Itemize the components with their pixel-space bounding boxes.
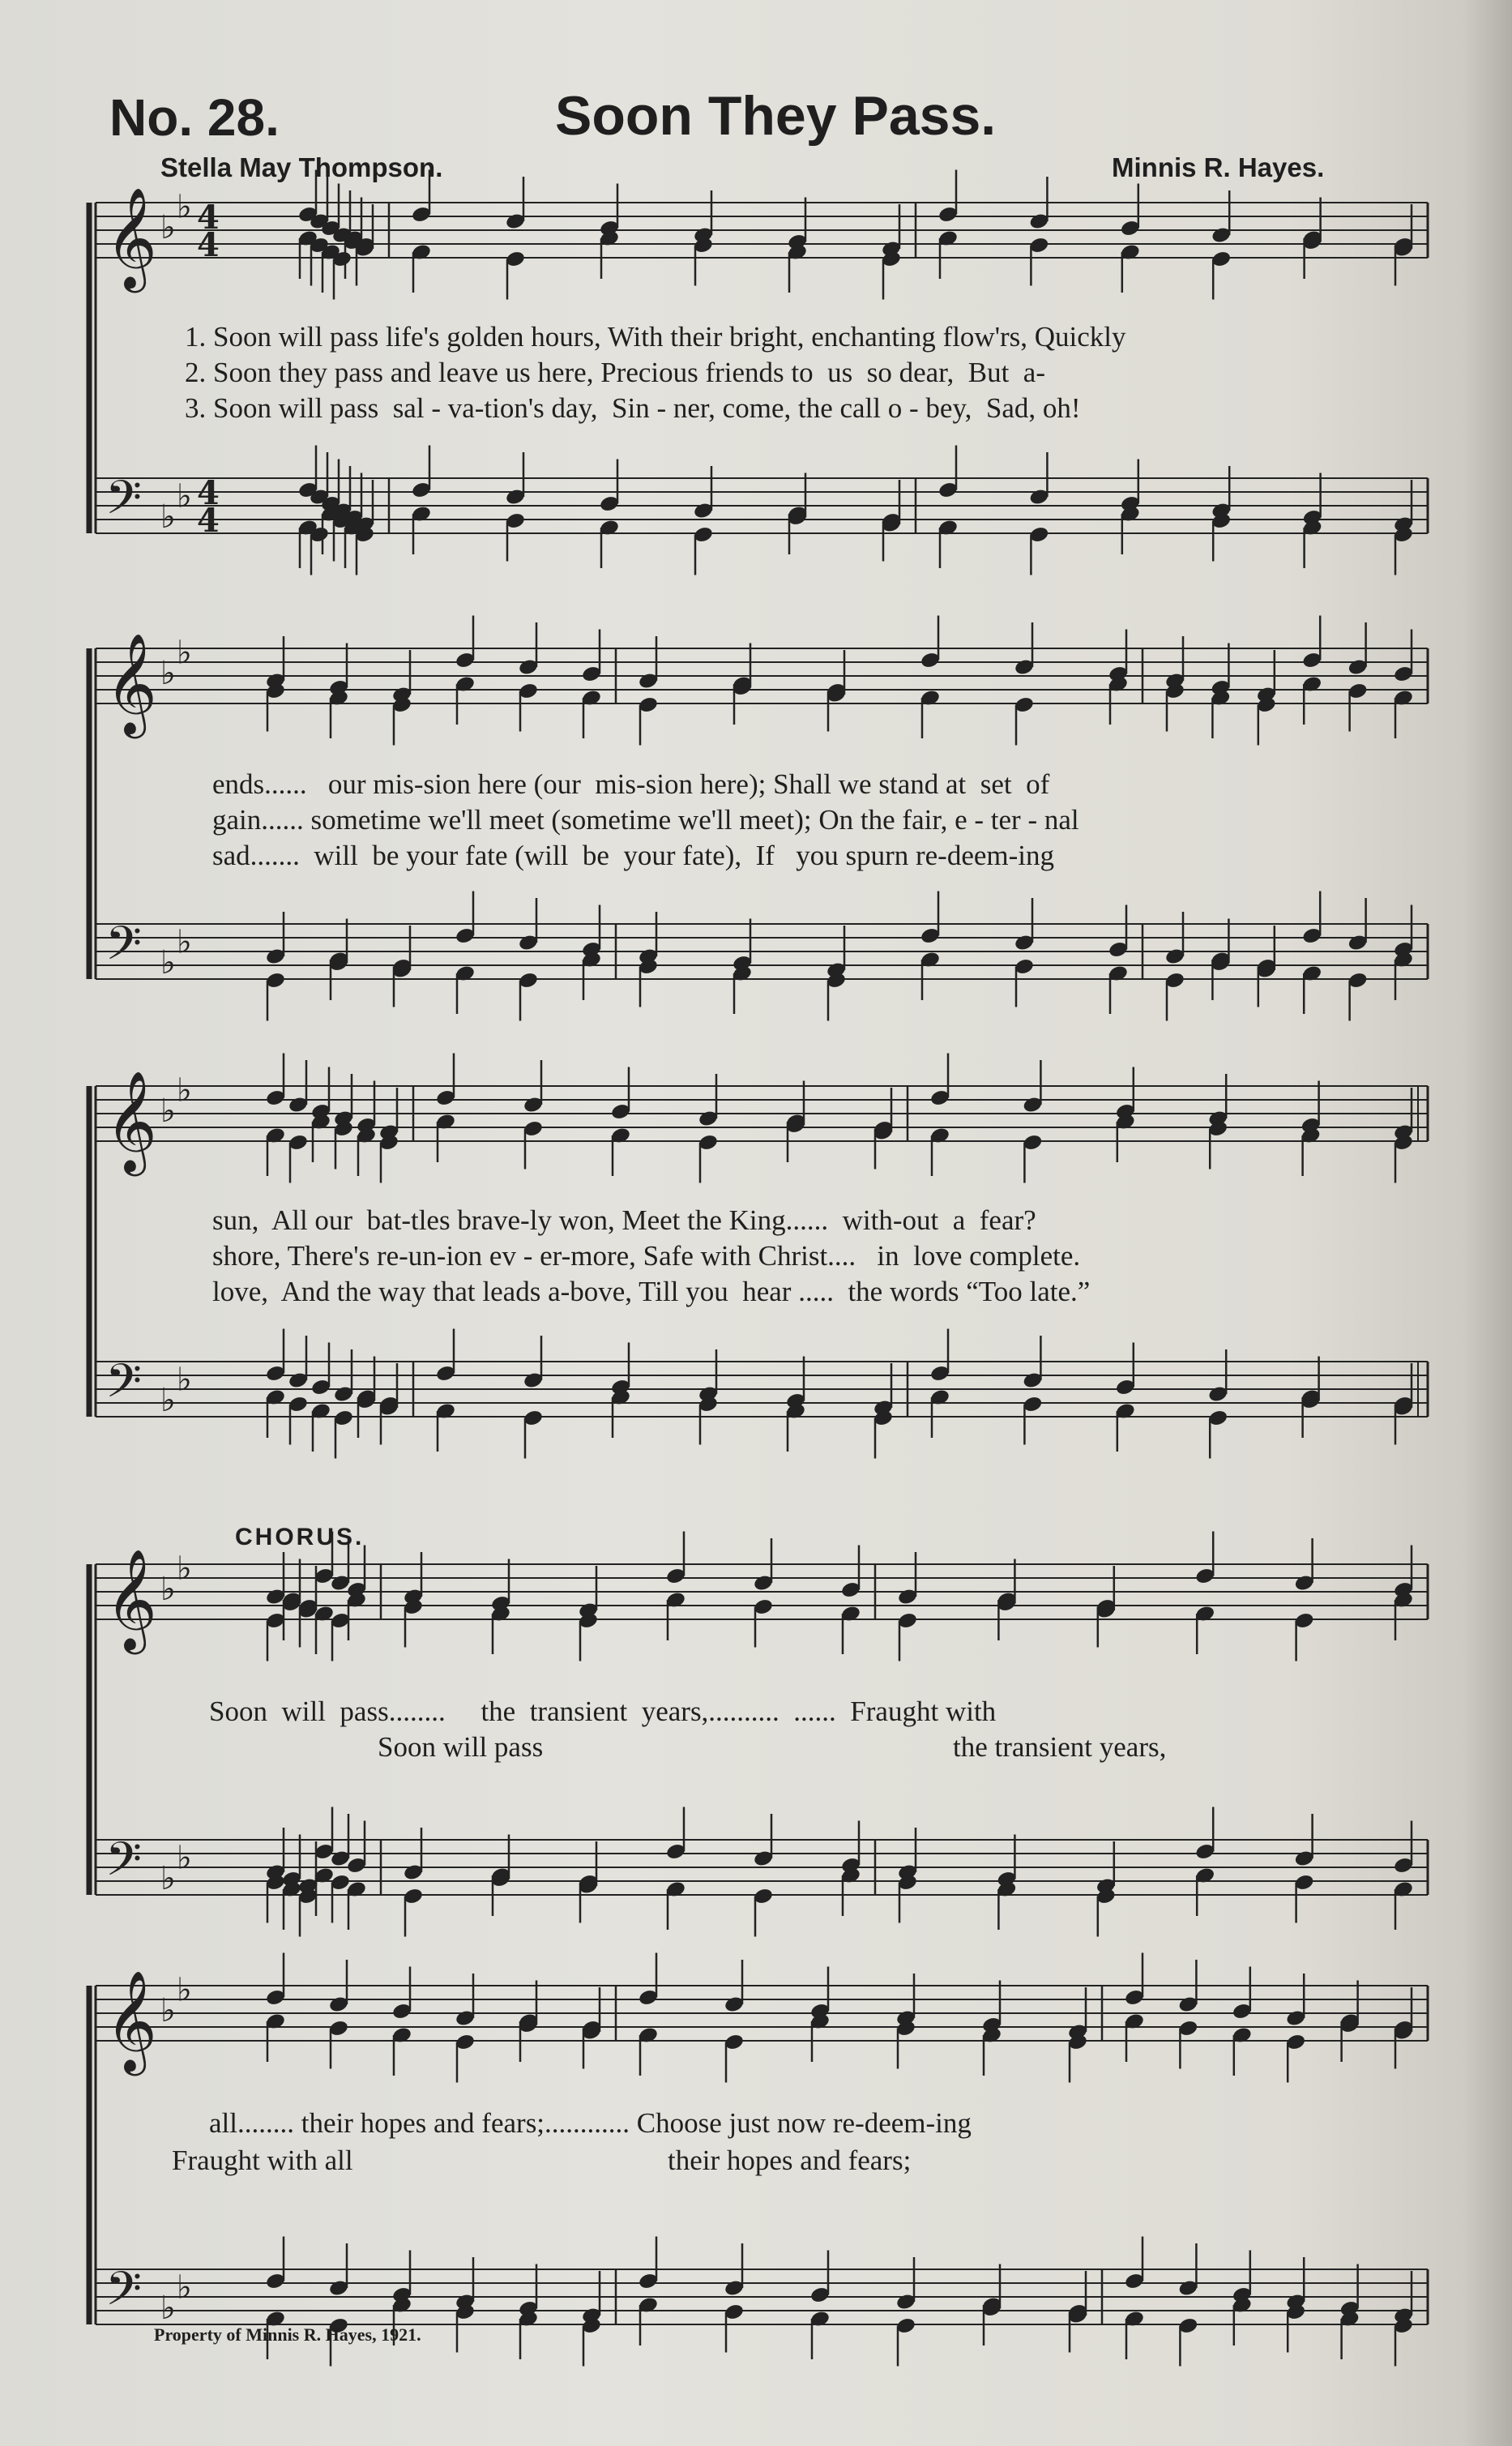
bass-clef-icon: 𝄢 — [105, 916, 143, 982]
treble-clef-icon: 𝄞 — [105, 1970, 157, 2072]
flat-icon: ♭ — [177, 634, 192, 672]
flat-icon: ♭ — [160, 1093, 176, 1130]
flat-icon: ♭ — [177, 1971, 192, 2009]
hymn-number: No. 28. — [109, 88, 280, 147]
treble-clef-icon: 𝄞 — [105, 633, 157, 734]
verse-1-line-b: ends...... our mis-sion here (our mis-sion here); Shall we stand at set of — [212, 768, 1050, 800]
verse-3-line-c: love, And the way that leads a-bove, Till you hear ..... the words “Too late.” — [212, 1276, 1091, 1307]
flat-icon: ♭ — [160, 1571, 176, 1608]
flat-icon: ♭ — [160, 655, 176, 692]
verse-2-line-b: gain...... sometime we'll meet (sometime we'll meet); On the fair, e - ter - nal — [212, 804, 1079, 836]
verse-1-line-a: 1. Soon will pass life's golden hours, With their bright, enchanting flow'rs, Quickly — [185, 321, 1126, 353]
flat-icon: ♭ — [177, 1839, 192, 1877]
bass-clef-icon: 𝄢 — [105, 2261, 143, 2328]
time-signature: 4 — [197, 474, 220, 512]
chorus-line-4b: their hopes and fears; — [668, 2145, 912, 2176]
flat-icon: ♭ — [160, 1860, 176, 1897]
bass-clef-icon: 𝄢 — [105, 1832, 143, 1898]
chorus-line-1: Soon will pass........ the transient years,.......... ...... Fraught with — [209, 1696, 997, 1727]
chorus-line-2b: the transient years, — [953, 1731, 1167, 1763]
treble-clef-icon: 𝄞 — [105, 1549, 157, 1650]
verse-3-line-a: 3. Soon will pass sal - va-tion's day, Sin - ner, come, the call o - bey, Sad, oh! — [185, 392, 1081, 424]
lyricist-credit: Stella May Thompson. — [160, 152, 443, 182]
time-signature: 4 — [197, 199, 220, 237]
flat-icon: ♭ — [177, 2269, 192, 2307]
bass-clef-icon: 𝄢 — [105, 1353, 143, 1420]
flat-icon: ♭ — [177, 923, 192, 961]
time-signature: 4 — [197, 226, 220, 264]
flat-icon: ♭ — [160, 498, 176, 536]
bass-clef-icon: 𝄢 — [105, 470, 143, 537]
flat-icon: ♭ — [160, 944, 176, 981]
verse-1-line-c: sun, All our bat-tles brave-ly won, Meet the King...... with-out a fear? — [212, 1204, 1036, 1236]
treble-clef-icon: 𝄞 — [105, 1071, 157, 1172]
flat-icon: ♭ — [177, 1361, 192, 1399]
flat-icon: ♭ — [177, 1071, 192, 1110]
verse-3-line-b: sad....... will be your fate (will be your fate), If you spurn re-deem-ing — [212, 840, 1054, 871]
flat-icon: ♭ — [177, 1550, 192, 1588]
hymn-title: Soon They Pass. — [555, 85, 997, 147]
verse-2-line-a: 2. Soon they pass and leave us here, Precious friends to us so dear, But a- — [185, 357, 1045, 388]
chorus-line-4: Fraught with all — [172, 2145, 353, 2176]
time-signature: 4 — [197, 502, 220, 540]
flat-icon: ♭ — [177, 477, 192, 515]
copyright-footer: Property of Minnis R. Hayes, 1921. — [154, 2324, 421, 2345]
flat-icon: ♭ — [160, 209, 176, 246]
chorus-line-2: Soon will pass — [378, 1731, 544, 1763]
verse-2-line-c: shore, There's re-un-ion ev - er-more, Safe with Christ.... in love complete. — [212, 1240, 1081, 1272]
chorus-label: CHORUS. — [235, 1524, 365, 1550]
flat-icon: ♭ — [160, 2290, 176, 2327]
flat-icon: ♭ — [160, 1992, 176, 2029]
flat-icon: ♭ — [160, 1382, 176, 1419]
flat-icon: ♭ — [177, 188, 192, 226]
composer-credit: Minnis R. Hayes. — [1112, 152, 1325, 182]
treble-clef-icon: 𝄞 — [105, 187, 157, 289]
chorus-line-3: all........ their hopes and fears;............ Choose just now re-deem-ing — [209, 2107, 972, 2139]
